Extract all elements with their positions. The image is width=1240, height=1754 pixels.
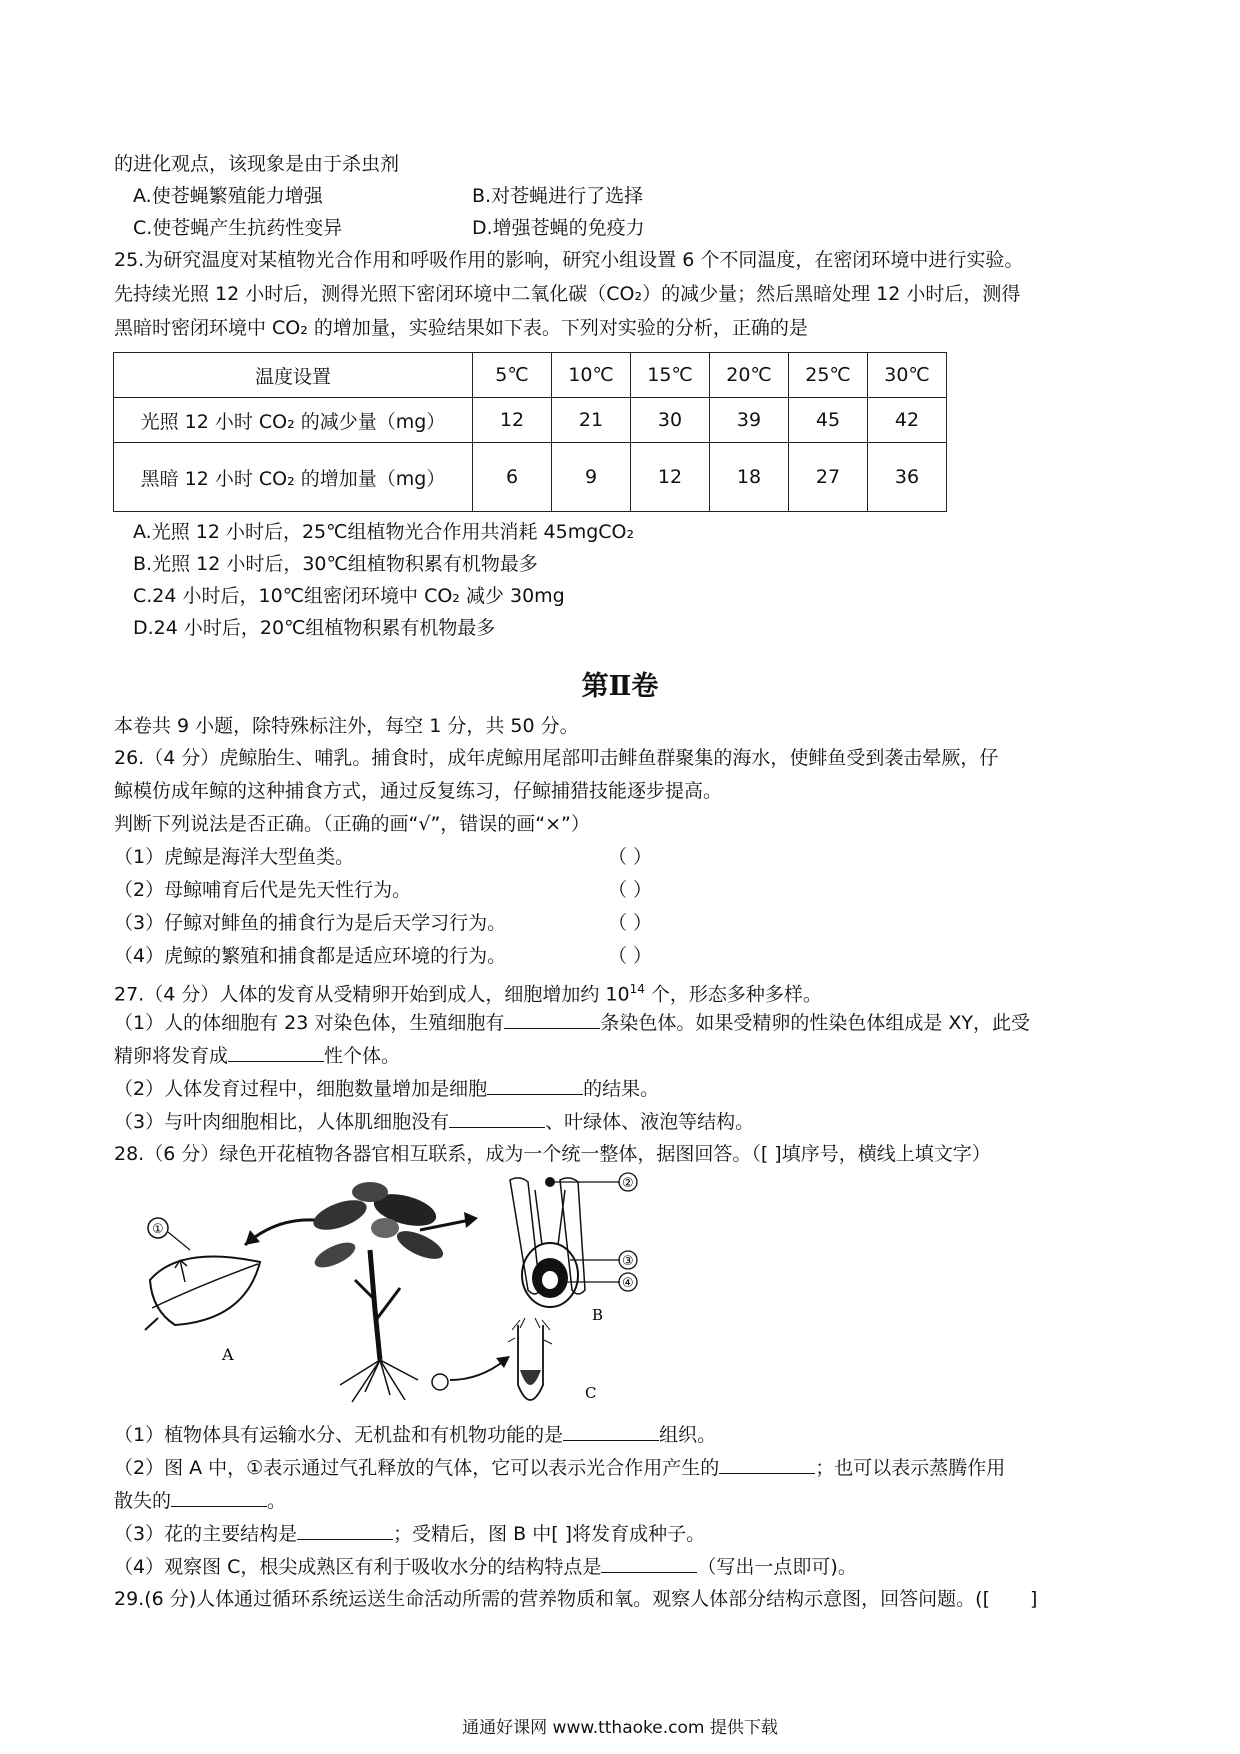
q28-sub3 <box>114 1519 705 1548</box>
table-cell: 12 <box>473 398 552 443</box>
q28-sub2-text-b: ；也可以表示蒸腾作用 <box>815 1457 1006 1479</box>
figure-label-c: C <box>585 1384 597 1402</box>
table-row <box>114 443 947 512</box>
answer-blank[interactable] <box>601 1552 697 1573</box>
answer-parenthesis[interactable]: （ ） <box>608 912 653 934</box>
q25-stem-line1: 25.为研究温度对某植物光合作用和呼吸作用的影响，研究小组设置 6 个不同温度，在密闭环境中进行实验。 <box>114 249 1024 271</box>
table-cell: 39 <box>710 398 789 443</box>
table-cell: 18 <box>710 443 789 512</box>
q25-stem-line3: 黑暗时密闭环境中 CO₂ 的增加量，实验结果如下表。下列对实验的分析，正确的是 <box>114 317 808 339</box>
section-intro: 本卷共 9 小题，除特殊标注外，每空 1 分，共 50 分。 <box>114 715 579 737</box>
q27-stem-exponent: 14 <box>629 982 645 996</box>
q28-sub3-text-b: ；受精后，图 B 中[ ]将发育成种子。 <box>393 1523 706 1545</box>
q27-sub1-text-d: 性个体。 <box>324 1045 401 1067</box>
figure-label-4: ④ <box>622 1276 634 1291</box>
table-cell: 27 <box>789 443 868 512</box>
q28-sub2-text-a: （2）图 A 中，①表示通过气孔释放的气体，它可以表示光合作用产生的 <box>114 1457 720 1479</box>
q25-option-d: D.24 小时后，20℃组植物积累有机物最多 <box>133 617 496 639</box>
q28-sub4-text-b: （写出一点即可)。 <box>697 1556 857 1578</box>
table-temp-cell: 20℃ <box>710 353 789 398</box>
table-row <box>114 398 947 443</box>
q28-sub2-text-c: 散失的 <box>114 1490 172 1512</box>
q28-sub2-line2 <box>114 1486 286 1515</box>
q27-sub2-text-a: （2）人体发育过程中，细胞数量增加是细胞 <box>114 1078 488 1100</box>
q24-option-b: B.对苍蝇进行了选择 <box>472 185 644 207</box>
answer-parenthesis[interactable]: （ ） <box>608 945 653 967</box>
q27-sub2 <box>114 1074 659 1103</box>
answer-blank[interactable] <box>228 1041 324 1062</box>
page-footer: 通通好课网 www.tthaoke.com 提供下载 <box>462 1718 778 1738</box>
figure-label-b: B <box>592 1306 604 1324</box>
q28-sub3-text-a: （3）花的主要结构是 <box>114 1523 298 1545</box>
table-header-label: 温度设置 <box>114 353 473 398</box>
table-cell: 30 <box>631 398 710 443</box>
q26-item: （2）母鲸哺育后代是先天性行为。 <box>114 879 412 901</box>
q27-sub1-text-c: 精卵将发育成 <box>114 1045 229 1067</box>
q27-sub1-text-a: （1）人的体细胞有 23 对染色体，生殖细胞有 <box>114 1012 505 1034</box>
q25-data-table <box>113 352 947 512</box>
q28-sub1-text-a: （1）植物体具有运输水分、无机盐和有机物功能的是 <box>114 1424 564 1446</box>
q26-stem-line1: 26.（4 分）虎鲸胎生、哺乳。捕食时，成年虎鲸用尾部叩击鲱鱼群聚集的海水，使鲱鱼受到袭击晕厥，仔 <box>114 747 999 769</box>
q25-stem-line2: 先持续光照 12 小时后，测得光照下密闭环境中二氧化碳（CO₂）的减少量；然后黑暗处理 12 小时后，测得 <box>114 283 1021 305</box>
q27-stem <box>114 975 822 1008</box>
table-temp-cell: 5℃ <box>473 353 552 398</box>
table-cell: 21 <box>552 398 631 443</box>
section-title: 第Ⅱ卷 <box>581 671 659 702</box>
bracket-close: ] <box>1030 1588 1038 1610</box>
q25-option-a: A.光照 12 小时后，25℃组植物光合作用共消耗 45mgCO₂ <box>133 521 635 543</box>
q28-sub2-line1 <box>114 1453 1005 1482</box>
q24-option-a: A.使苍蝇繁殖能力增强 <box>133 185 323 207</box>
figure-label-1: ① <box>152 1222 164 1237</box>
q29-stem <box>114 1585 1037 1613</box>
leaf-diagram <box>145 1256 260 1330</box>
table-cell: 9 <box>552 443 631 512</box>
figure-label-2: ② <box>622 1176 634 1191</box>
q27-sub1-line1 <box>114 1008 1030 1037</box>
q27-sub1-text-b: 条染色体。如果受精卵的性染色体组成是 XY，此受 <box>600 1012 1031 1034</box>
answer-blank[interactable] <box>487 1074 583 1095</box>
table-temp-cell: 25℃ <box>789 353 868 398</box>
q27-stem-part-a: 27.（4 分）人体的发育从受精卵开始到成人，细胞增加约 10 <box>114 983 630 1006</box>
table-row-label: 黑暗 12 小时 CO₂ 的增加量（mg） <box>114 443 473 512</box>
figure-label-3: ③ <box>622 1254 634 1269</box>
table-row-label: 光照 12 小时 CO₂ 的减少量（mg） <box>114 398 473 443</box>
table-cell: 6 <box>473 443 552 512</box>
answer-blank[interactable] <box>563 1420 659 1441</box>
flower-section-diagram <box>510 1177 585 1307</box>
table-cell: 45 <box>789 398 868 443</box>
answer-blank[interactable] <box>504 1008 600 1029</box>
q27-sub3-text-a: （3）与叶肉细胞相比，人体肌细胞没有 <box>114 1111 450 1133</box>
q25-option-b: B.光照 12 小时后，30℃组植物积累有机物最多 <box>133 553 538 575</box>
q27-stem-part-b: 个，形态多种多样。 <box>644 983 822 1006</box>
q26-item: （3）仔鲸对鲱鱼的捕食行为是后天学习行为。 <box>114 912 507 934</box>
answer-blank[interactable] <box>297 1519 393 1540</box>
answer-blank[interactable] <box>171 1486 267 1507</box>
q25-option-c: C.24 小时后，10℃组密闭环境中 CO₂ 减少 30mg <box>133 585 565 607</box>
whole-plant-drawing <box>310 1182 448 1402</box>
q26-item: （1）虎鲸是海洋大型鱼类。 <box>114 846 355 868</box>
table-header-row <box>114 353 947 398</box>
q28-sub1 <box>114 1420 716 1449</box>
answer-blank[interactable] <box>449 1107 545 1128</box>
root-tip-diagram <box>508 1318 552 1400</box>
answer-parenthesis[interactable]: （ ） <box>608 879 653 901</box>
table-temp-cell: 15℃ <box>631 353 710 398</box>
q26-stem-line2: 鲸模仿成年鲸的这种捕食方式，通过反复练习，仔鲸捕猎技能逐步提高。 <box>114 780 723 802</box>
plant-figure <box>140 1170 700 1410</box>
q28-stem: 28.（6 分）绿色开花植物各器官相互联系，成为一个统一整体，据图回答。（[ ]填序号，横线上填文字） <box>114 1143 991 1165</box>
q28-sub1-text-b: 组织。 <box>659 1424 717 1446</box>
figure-label-a: A <box>222 1345 234 1364</box>
table-cell: 12 <box>631 443 710 512</box>
answer-parenthesis[interactable]: （ ） <box>608 846 653 868</box>
table-cell: 36 <box>868 443 947 512</box>
q27-sub3 <box>114 1107 754 1136</box>
q24-option-d: D.增强苍蝇的免疫力 <box>472 217 645 239</box>
q28-sub2-text-d: 。 <box>267 1490 287 1512</box>
q24-option-c: C.使苍蝇产生抗药性变异 <box>133 217 343 239</box>
table-temp-cell: 30℃ <box>868 353 947 398</box>
q24-stem-end: 的进化观点，该现象是由于杀虫剂 <box>114 153 400 175</box>
q28-sub4 <box>114 1552 857 1581</box>
q27-sub2-text-b: 的结果。 <box>583 1078 660 1100</box>
q28-sub4-text-a: （4）观察图 C，根尖成熟区有利于吸收水分的结构特点是 <box>114 1556 602 1578</box>
q27-sub1-line2 <box>114 1041 400 1070</box>
table-cell: 42 <box>868 398 947 443</box>
answer-blank[interactable] <box>719 1453 815 1474</box>
table-temp-cell: 10℃ <box>552 353 631 398</box>
q29-stem-text: 29.(6 分)人体通过循环系统运送生命活动所需的营养物质和氧。观察人体部分结构示意图，回答问题。([ <box>114 1588 990 1610</box>
q26-instruction: 判断下列说法是否正确。（正确的画“√”，错误的画“×”） <box>114 813 590 835</box>
q26-item: （4）虎鲸的繁殖和捕食都是适应环境的行为。 <box>114 945 507 967</box>
q27-sub3-text-b: 、叶绿体、液泡等结构。 <box>545 1111 755 1133</box>
